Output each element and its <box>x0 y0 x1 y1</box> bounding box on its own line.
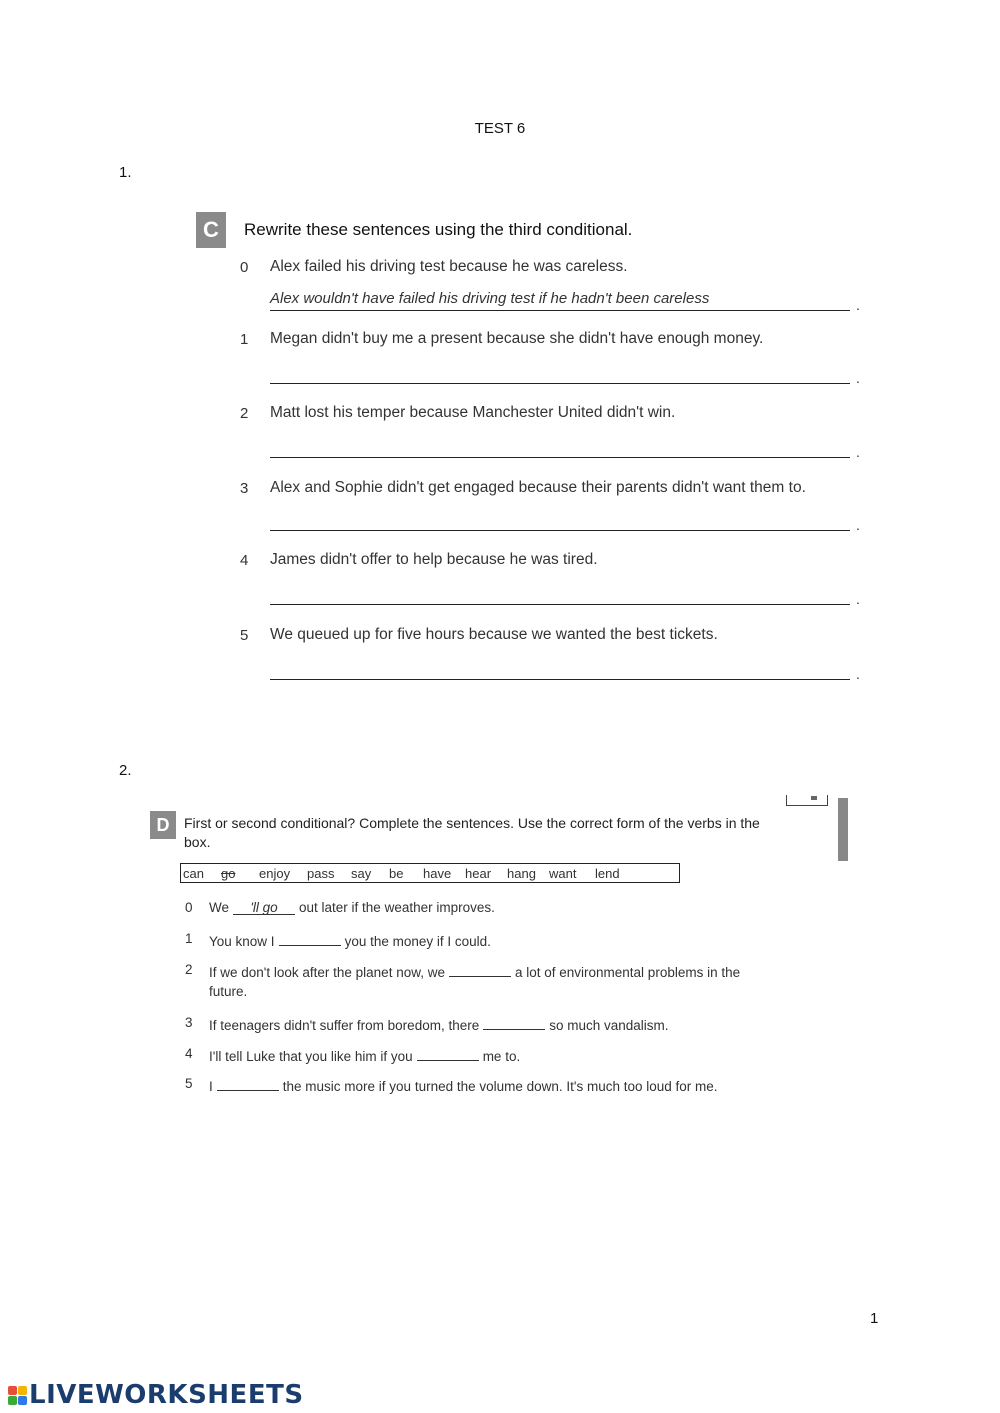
word-box-item: pass <box>307 865 335 881</box>
word-box-item: hear <box>465 865 492 881</box>
blank-input-4[interactable] <box>417 1046 479 1061</box>
word-box-item: have <box>423 865 452 881</box>
answer-input-5[interactable] <box>270 657 850 680</box>
word-box-item: hang <box>507 865 536 881</box>
item-sentence: I the music more if you turned the volume down. It's much too loud for me. <box>209 1076 718 1094</box>
item-number: 3 <box>240 480 249 497</box>
item-sentence: James didn't offer to help because he was tired. <box>270 551 598 568</box>
page-title: TEST 6 <box>474 120 526 137</box>
question-2-label: 2. <box>119 762 132 779</box>
scan-artifact-box <box>786 795 828 806</box>
blank-input-5[interactable] <box>217 1076 279 1091</box>
item-number: 4 <box>185 1046 193 1061</box>
item-number: 3 <box>185 1015 193 1030</box>
item-number: 0 <box>185 900 193 915</box>
answer-input-1[interactable] <box>270 361 850 384</box>
item-number: 4 <box>240 552 249 569</box>
blank-input-3[interactable] <box>483 1015 545 1030</box>
example-answer-line <box>270 288 850 311</box>
answer-input-2[interactable] <box>270 435 850 458</box>
item-sentence: If teenagers didn't suffer from boredom, there so much vandalism. <box>209 1015 669 1033</box>
page-number: 1 <box>870 1310 879 1327</box>
word-box-item: want <box>549 865 577 881</box>
logo-text: LIVEWORKSHEETS <box>29 1380 304 1410</box>
item-number: 2 <box>240 405 249 422</box>
blank-input-2[interactable] <box>449 962 511 977</box>
period: . <box>856 517 860 533</box>
item-sentence: We queued up for five hours because we wanted the best tickets. <box>270 626 718 643</box>
section-d-instruction: First or second conditional? Complete the sentences. Use the correct form of the verbs in the box. <box>184 815 760 850</box>
section-c-instruction: Rewrite these sentences using the third conditional. <box>244 220 633 239</box>
word-box <box>180 863 680 883</box>
word-box-item: be <box>389 865 404 881</box>
period: . <box>856 591 860 607</box>
period: . <box>856 444 860 460</box>
blank-input-1[interactable] <box>279 931 341 946</box>
word-box-item: say <box>351 865 372 881</box>
word-box-item: enjoy <box>259 865 291 881</box>
item-number: 2 <box>185 962 193 977</box>
item-sentence: I'll tell Luke that you like him if you me to. <box>209 1046 520 1064</box>
period: . <box>856 297 860 313</box>
word-box-item-used: go <box>221 865 236 881</box>
example-number: 0 <box>240 259 249 276</box>
item-sentence: You know I you the money if I could. <box>209 931 491 949</box>
word-box-item: can <box>183 865 204 881</box>
item-sentence-continuation: future. <box>209 984 248 999</box>
item-number: 1 <box>185 931 193 946</box>
answer-input-3[interactable] <box>270 508 850 531</box>
period: . <box>856 370 860 386</box>
item-sentence: If we don't look after the planet now, we a lot of environmental problems in the <box>209 962 740 980</box>
question-1-label: 1. <box>119 164 132 181</box>
item-sentence: Alex and Sophie didn't get engaged because their parents didn't want them to. <box>270 479 806 496</box>
item-number: 5 <box>240 627 249 644</box>
side-bar <box>838 798 848 861</box>
item-sentence: We 'll go out later if the weather improves. <box>209 900 495 915</box>
answer-input-4[interactable] <box>270 582 850 605</box>
item-number: 5 <box>185 1076 193 1091</box>
section-c-badge: C <box>196 212 226 248</box>
example-sentence: Alex failed his driving test because he was careless. <box>270 258 628 275</box>
item-sentence: Matt lost his temper because Manchester United didn't win. <box>270 404 676 421</box>
section-d-badge: D <box>150 811 176 839</box>
example-answer: Alex wouldn't have failed his driving test if he hadn't been careless <box>270 290 710 307</box>
item-sentence: Megan didn't buy me a present because she didn't have enough money. <box>270 330 764 347</box>
item-number: 1 <box>240 331 249 348</box>
logo-blocks-icon <box>8 1386 27 1405</box>
liveworksheets-logo <box>8 1380 304 1410</box>
word-box-item: lend <box>595 865 620 881</box>
period: . <box>856 666 860 682</box>
example-blank: 'll go <box>233 900 295 915</box>
